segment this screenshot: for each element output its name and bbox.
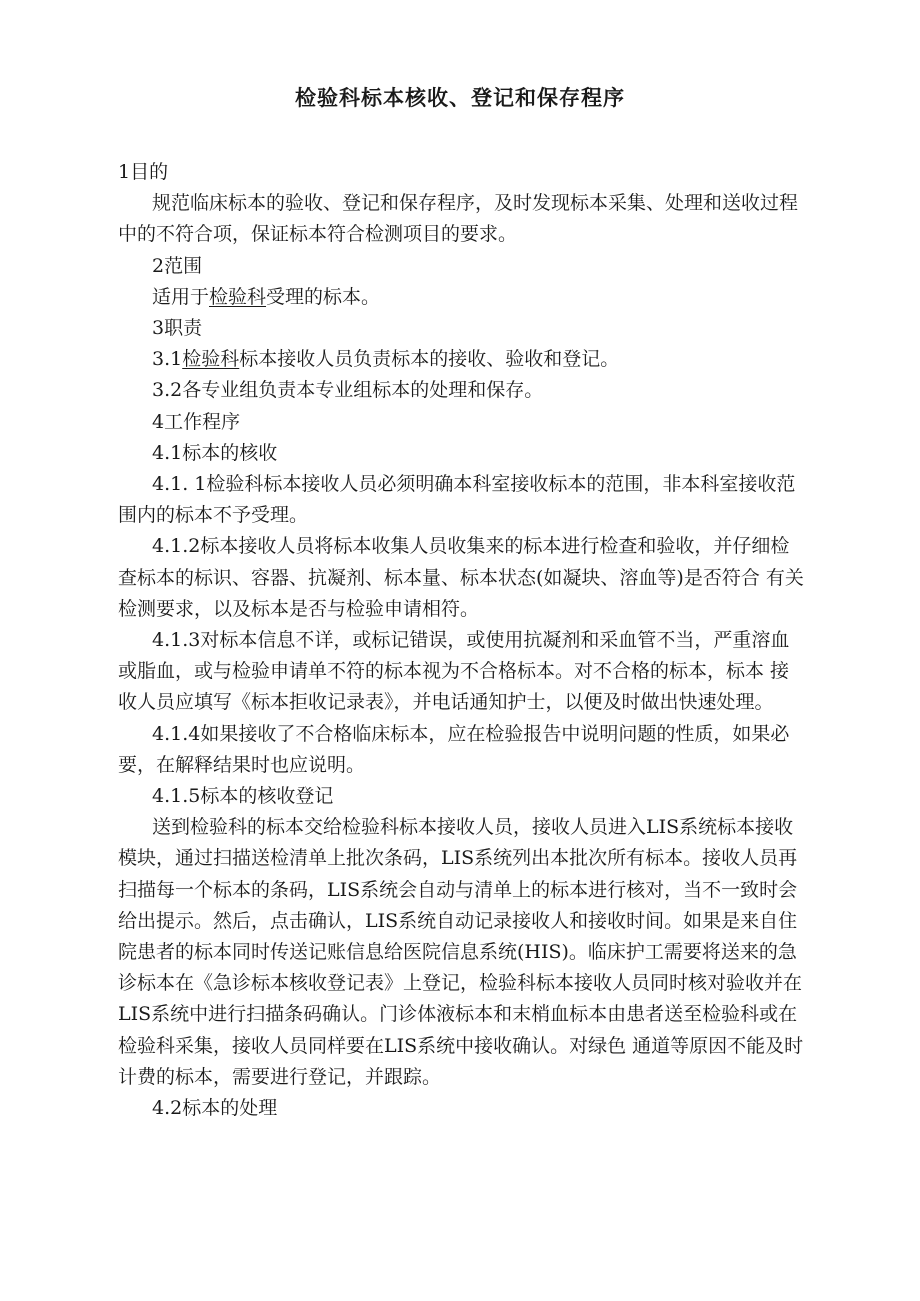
clause-4-1-5-heading: 4.1.5标本的核收登记 [152, 785, 334, 808]
section-heading-procedure: 4工作程序 [152, 410, 241, 433]
clause-4-1-1: 4.1. 1检验科标本接收人员必须明确本科室接收标本的范围，非本科室接收范围内的标本不予受理。 [118, 473, 796, 527]
responsibility-3-2: 3.2各专业组负责本专业组标本的处理和保存。 [152, 379, 544, 402]
lab-dept-link: 检验科 [182, 348, 240, 371]
scope-paragraph [118, 282, 804, 313]
clause-4-1-2: 4.1.2标本接收人员将标本收集人员收集来的标本进行检查和验收，并仔细检查标本的标识、容器、抗凝剂、标本量、标本状态(如凝块、溶血等)是否符合 有关检测要求，以及标本是否与检验申请相符。 [118, 535, 804, 620]
subsection-4-2-heading: 4.2标本的处理 [152, 1097, 278, 1120]
clause-4-1-4: 4.1.4如果接收了不合格临床标本，应在检验报告中说明问题的性质，如果必要，在解释结果时也应说明。 [118, 722, 790, 776]
clause-4-1-3: 4.1.3对标本信息不详，或标记错误，或使用抗凝剂和采血管不当，严重溶血或脂血，或与检验申请单不符的标本视为不合格标本。对不合格的标本，标本 接收人员应填写《标本拒收记录表》，并电话通知护士，以便及时做出快速处理。 [118, 629, 790, 714]
section-heading-responsibilities: 3职责 [152, 317, 203, 340]
purpose-paragraph: 规范临床标本的验收、登记和保存程序，及时发现标本采集、处理和送收过程中的不符合项，保证标本符合检测项目的要求。 [118, 192, 799, 246]
responsibility-3-1 [118, 344, 804, 375]
lab-dept-link: 检验科 [209, 285, 267, 308]
section-heading-purpose: 1目的 [118, 161, 169, 183]
clause-4-1-5-body: 送到检验科的标本交给检验科标本接收人员，接收人员进入LIS系统标本接收模块，通过扫描送检清单上批次条码，LIS系统列出本批次所有标本。接收人员再扫描每一个标本的条码，LIS系统会自动与清单上的标本进行核对，当不一致时会给出提示。然后，点击确认，LIS系统自动记录接收人和接收时间。如果是来自住院患者的标本同时传送记账信息给医院信息系统(HIS)。临床护工需要将送来的急诊标本在《急诊标本核收登记表》上登记，检验科标本接收人员同时核对验收并在LIS系统中进行扫描条码确认。门诊体液标本和末梢血标本由患者送至检验科或在检验科采集，接收人员同样要在LIS系统中接收确认。对绿色 通道等原因不能及时计费的标本，需要进行登记，并跟踪。 [118, 816, 804, 1088]
resp-3-1-post: 标本接收人员负责标本的接收、验收和登记。 [239, 348, 620, 371]
scope-text-post: 受理的标本。 [266, 285, 381, 308]
document-title: 检验科标本核收、登记和保存程序 [295, 86, 625, 110]
resp-3-1-pre: 3.1 [152, 348, 183, 371]
section-heading-scope: 2范围 [152, 254, 203, 277]
subsection-4-1-heading: 4.1标本的核收 [152, 441, 278, 464]
document-body [118, 157, 804, 1124]
scope-text-pre: 适用于 [152, 285, 210, 308]
